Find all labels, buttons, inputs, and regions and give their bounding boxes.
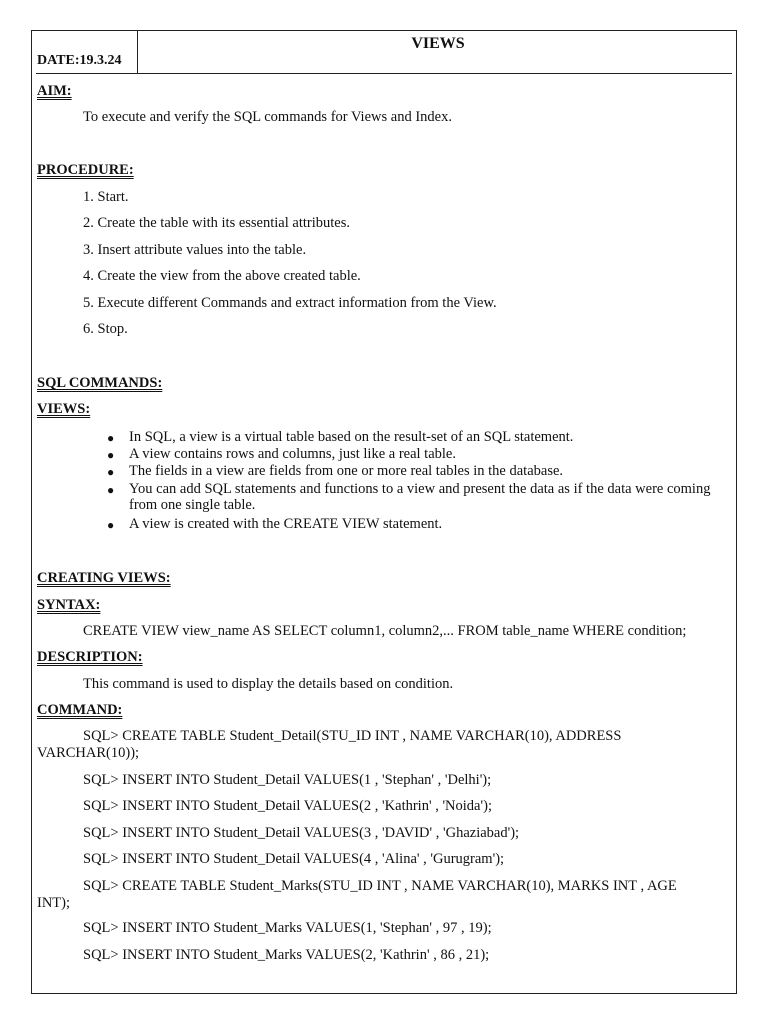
bullet-icon: ● [107, 483, 115, 497]
procedure-step: 5. Execute different Commands and extract information from the View. [83, 295, 497, 311]
bullet-icon: ● [107, 465, 115, 479]
command-line: SQL> INSERT INTO Student_Detail VALUES(2 , 'Kathrin' , 'Noida'); [83, 798, 492, 814]
page-title: VIEWS [411, 35, 465, 52]
procedure-step: 3. Insert attribute values into the table. [83, 242, 307, 258]
command-line: SQL> INSERT INTO Student_Marks VALUES(1, 'Stephan' , 97 , 19); [83, 920, 492, 936]
procedure-step: 4. Create the view from the above created table. [83, 268, 361, 284]
aim-heading: AIM: [37, 83, 72, 99]
sql-commands-heading: SQL COMMANDS: [37, 375, 163, 391]
syntax-heading: SYNTAX: [37, 597, 101, 613]
views-bullet: A view is created with the CREATE VIEW statement. [129, 516, 443, 532]
command-line: INT); [37, 895, 71, 911]
views-heading: VIEWS: [37, 401, 91, 417]
aim-text: To execute and verify the SQL commands for Views and Index. [83, 109, 452, 125]
date-label: DATE:19.3.24 [37, 53, 122, 68]
command-line: SQL> INSERT INTO Student_Detail VALUES(4 , 'Alina' , 'Gurugram'); [83, 851, 505, 867]
command-line: SQL> CREATE TABLE Student_Marks(STU_ID INT , NAME VARCHAR(10), MARKS INT , AGE [83, 878, 677, 894]
views-bullet: You can add SQL statements and functions to a view and present the data as if the data were coming from one single table. [129, 481, 711, 513]
views-bullet: In SQL, a view is a virtual table based on the result-set of an SQL statement. [129, 429, 574, 445]
header-divider-vertical [137, 31, 138, 73]
views-bullet: The fields in a view are fields from one or more real tables in the database. [129, 463, 564, 479]
procedure-step: 2. Create the table with its essential attributes. [83, 215, 350, 231]
command-line: VARCHAR(10)); [37, 745, 140, 761]
description-text: This command is used to display the details based on condition. [83, 676, 454, 692]
command-heading: COMMAND: [37, 702, 123, 718]
bullet-icon: ● [107, 431, 115, 445]
description-heading: DESCRIPTION: [37, 649, 143, 665]
bullet-icon: ● [107, 518, 115, 532]
syntax-text: CREATE VIEW view_name AS SELECT column1, column2,... FROM table_name WHERE condition; [83, 623, 687, 639]
views-bullet: A view contains rows and columns, just like a real table. [129, 446, 456, 462]
document-page [31, 30, 737, 994]
command-line: SQL> INSERT INTO Student_Detail VALUES(1 , 'Stephan' , 'Delhi'); [83, 772, 492, 788]
procedure-heading: PROCEDURE: [37, 162, 134, 178]
command-line: SQL> INSERT INTO Student_Marks VALUES(2, 'Kathrin' , 86 , 21); [83, 947, 490, 963]
command-line: SQL> CREATE TABLE Student_Detail(STU_ID INT , NAME VARCHAR(10), ADDRESS [83, 728, 622, 744]
creating-views-heading: CREATING VIEWS: [37, 570, 171, 586]
procedure-step: 1. Start. [83, 189, 129, 205]
procedure-step: 6. Stop. [83, 321, 128, 337]
command-line: SQL> INSERT INTO Student_Detail VALUES(3 , 'DAVID' , 'Ghaziabad'); [83, 825, 520, 841]
bullet-icon: ● [107, 448, 115, 462]
header-divider [36, 73, 732, 74]
